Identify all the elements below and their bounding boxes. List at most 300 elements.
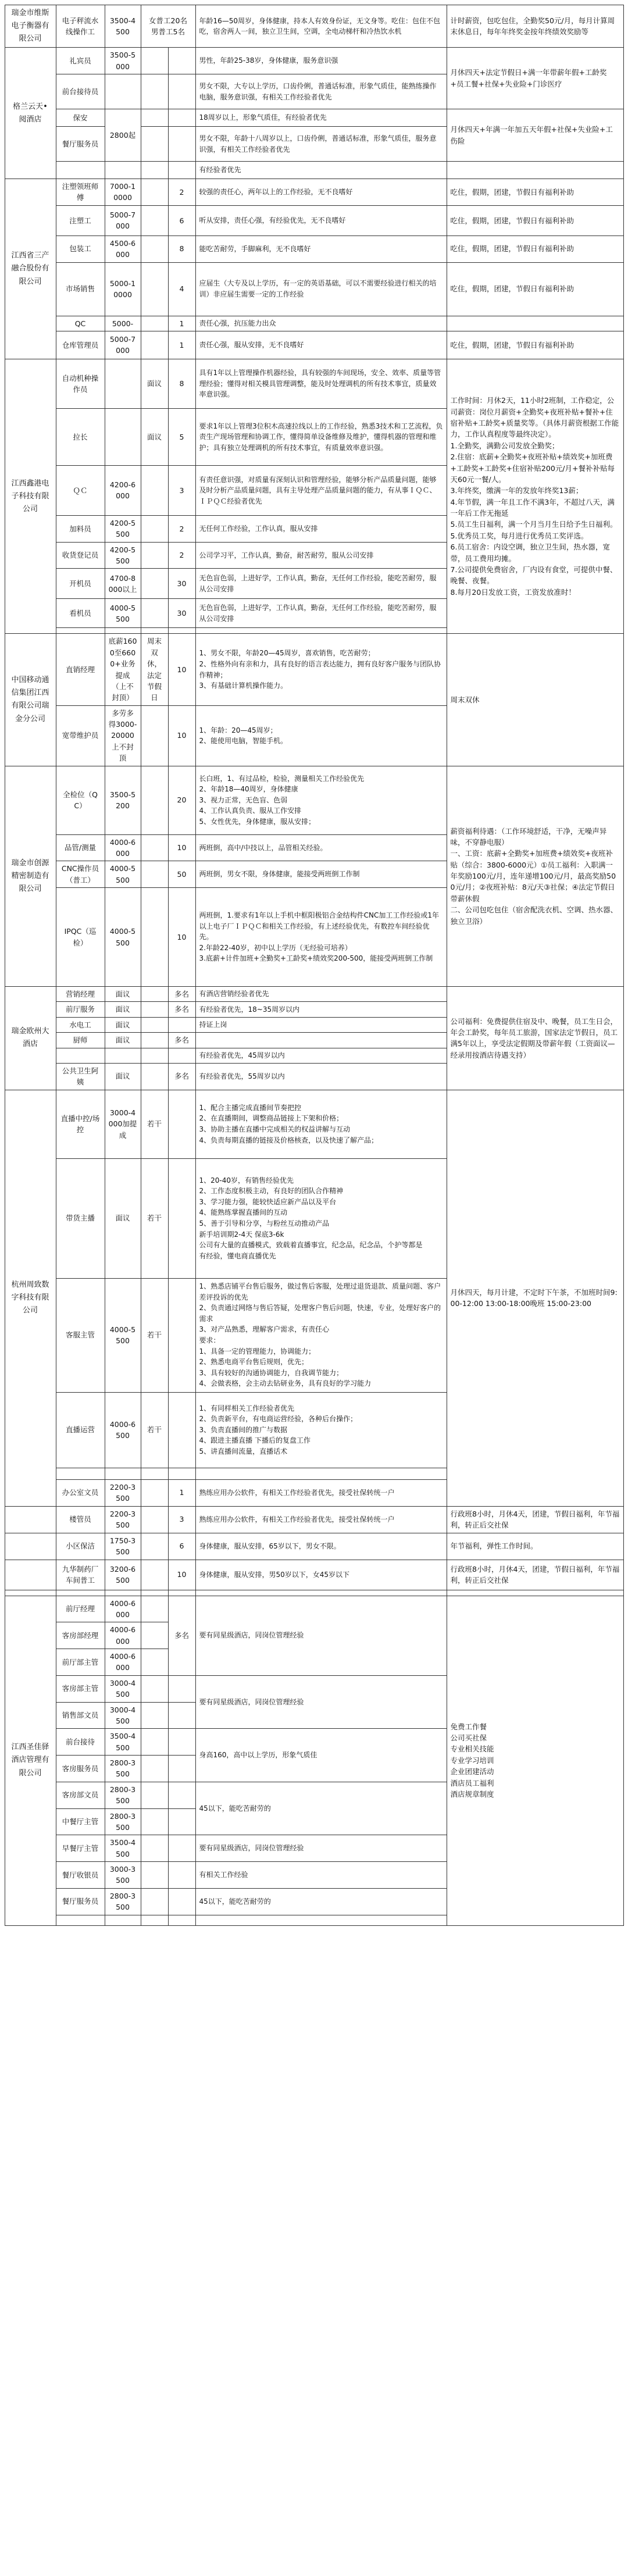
benefits (447, 1560, 623, 1590)
benefits-text: 吃住，假期，团建，节假日有福利补助 (450, 187, 575, 197)
headcount (168, 1002, 195, 1017)
job-requirements (195, 834, 447, 861)
salary-range-text: 面议 (115, 1005, 130, 1014)
position-name (56, 1063, 105, 1090)
benefits-text: 计时薪资，包吃包住，全勤奖50元/月，每月计算周末休息日，每年年终奖金按年终绩效奖励等 (450, 16, 615, 37)
position-name (56, 1033, 105, 1048)
position-name (56, 1090, 105, 1158)
headcount (168, 74, 195, 109)
position-name-text: 早餐厅主管 (62, 1843, 99, 1853)
hiring-type (141, 1675, 168, 1702)
job-requirements-text: 有经验者优先，55周岁以内 (199, 1072, 285, 1080)
position-name-text: 全检位（QC） (63, 790, 98, 811)
hiring-type (141, 634, 168, 705)
salary-range-text: 底薪1600至6600+业务提成（上不封顶） (108, 637, 137, 702)
benefits (447, 1090, 623, 1506)
position-name (56, 515, 105, 542)
company-name (5, 5, 56, 48)
position-name (56, 1468, 105, 1479)
table-row (5, 109, 623, 127)
salary-range (105, 515, 141, 542)
salary-range-text: 面议 (115, 1020, 130, 1029)
salary-range (105, 834, 141, 861)
job-requirements-text: 听从安排，责任心强，有经验优先，无不良嗜好 (199, 216, 346, 224)
salary-range-text: 3000-4000加提成 (108, 1108, 137, 1140)
hiring-type-text: 女普工20名 男普工5名 (149, 16, 187, 37)
headcount (168, 1017, 195, 1032)
salary-range-text: 7000-10000 (109, 182, 136, 202)
job-requirements-text: 无色盲色弱，上进好学，工作认真，勤奋，无任何工作经验，能吃苦耐劳，服从公司安排 (199, 574, 437, 593)
headcount (168, 359, 195, 408)
headcount-text: 4 (179, 284, 184, 294)
company-name-text: 瑞金欧州大酒店 (11, 1027, 49, 1049)
company-name (5, 179, 56, 359)
position-name (56, 1596, 105, 1622)
salary-range (105, 359, 141, 408)
hiring-type (141, 331, 168, 359)
table-row (5, 179, 623, 206)
position-name (56, 127, 105, 162)
salary-range (105, 1017, 141, 1032)
benefits-text: 月休四天+年满一年加五天年假+社保+失业险+工伤险 (450, 125, 613, 145)
headcount (168, 628, 195, 634)
headcount-text: 50 (177, 869, 187, 879)
headcount (168, 705, 195, 766)
hiring-type-text: 若干 (147, 1119, 162, 1129)
hiring-type (141, 1756, 168, 1782)
benefits-text: 行政班8小时，月休4天，团建，节假日福利，年节福利，转正后交社保 (450, 1564, 620, 1585)
position-name (56, 1675, 105, 1702)
benefits (447, 331, 623, 359)
salary-range (105, 1506, 141, 1533)
job-listing-body (5, 5, 623, 1926)
salary-range (105, 569, 141, 599)
position-name-text: 仓库管理员 (62, 340, 99, 349)
table-row (5, 1590, 623, 1596)
job-requirements (195, 1048, 447, 1063)
position-name (56, 1506, 105, 1533)
job-requirements-text: 身高160，高中以上学历，形象气质佳 (199, 1751, 317, 1760)
hiring-type (141, 834, 168, 861)
salary-range (105, 1533, 141, 1560)
position-name-text: 前厅服务 (65, 1005, 95, 1014)
job-requirements-text: 有相关工作经验 (199, 1871, 248, 1879)
headcount-text: 10 (177, 843, 187, 852)
job-requirements (195, 236, 447, 262)
job-requirements (195, 634, 447, 705)
position-name (56, 1782, 105, 1808)
position-name-text: 厨师 (73, 1036, 88, 1045)
job-requirements (195, 1090, 447, 1158)
position-name (56, 162, 105, 179)
job-requirements-text: 1、有同样相关工作经验者优先 2、负责新平台，有电商运营经验，各种后台操作； 3、负责直播间的推广与数据 4、跟进主播直播 下播后的复盘工作 5、讲直播间流量，直播话术 (199, 1404, 358, 1455)
job-requirements-text: 公司学习平，工作认真，勤奋，耐苦耐劳，服从公司安排 (199, 551, 374, 559)
hiring-type (141, 628, 168, 634)
company-name (5, 1560, 56, 1590)
salary-range (105, 634, 141, 705)
company-name (5, 1596, 56, 1925)
hiring-type-text: 若干 (147, 1214, 162, 1223)
position-name-text: 营销经理 (65, 990, 95, 999)
benefits (447, 359, 623, 634)
job-requirements (195, 1862, 447, 1889)
position-name-text: 销售部文员 (62, 1711, 99, 1720)
salary-range (105, 1278, 141, 1392)
job-requirements (195, 515, 447, 542)
hiring-type-text: 若干 (147, 1330, 162, 1340)
position-name (56, 465, 105, 515)
position-name (56, 1862, 105, 1889)
company-name (5, 766, 56, 987)
company-name (5, 48, 56, 179)
position-name-text: CNC操作员（普工） (61, 864, 99, 884)
salary-range (105, 1392, 141, 1468)
job-requirements (195, 359, 447, 408)
headcount (168, 179, 195, 206)
job-requirements-text: 身体健康，服从安排，65岁以下，男女不限。 (199, 1542, 341, 1550)
table-row (5, 205, 623, 236)
headcount (168, 569, 195, 599)
position-name-text: 宽带维护员 (62, 731, 99, 740)
salary-range (105, 1808, 141, 1835)
salary-range (105, 1063, 141, 1090)
salary-range (105, 1158, 141, 1278)
position-name-text: 直销经理 (65, 665, 95, 674)
benefits-text: 吃住，假期，团建，节假日有福利补助 (450, 340, 575, 349)
salary-range-text: 4200-6000 (109, 480, 136, 501)
position-name (56, 766, 105, 834)
salary-range-text: 3500-4500 (109, 16, 136, 37)
hiring-type-text: 面议 (147, 432, 162, 441)
hiring-type (141, 162, 168, 179)
benefits (447, 987, 623, 1090)
salary-range-text: 3500-4500 (109, 1838, 136, 1858)
salary-range-text: 4000-6000 (109, 837, 136, 858)
position-name-text: 楼管员 (69, 1515, 91, 1524)
headcount (168, 1479, 195, 1506)
position-name-text: 注塑领班师傅 (62, 182, 99, 202)
company-name (5, 987, 56, 1090)
position-name (56, 987, 105, 1002)
job-requirements-text: 要有同星级酒店，同岗位管理经验 (199, 1844, 304, 1853)
salary-range (105, 628, 141, 634)
company-name (5, 1590, 56, 1596)
headcount (168, 1596, 195, 1675)
position-name (56, 359, 105, 408)
position-name-text: 注塑工 (69, 216, 91, 225)
benefits (447, 205, 623, 236)
table-row (5, 316, 623, 331)
headcount (168, 1033, 195, 1048)
salary-range (105, 1729, 141, 1756)
job-requirements (195, 1888, 447, 1915)
benefits (447, 48, 623, 109)
job-requirements (195, 316, 447, 331)
job-requirements-text: 男性，年龄25-38岁，身体健康，服务意识强 (199, 56, 338, 65)
position-name-text: 开机员 (69, 579, 91, 588)
position-name-text: 公共卫生阿姨 (62, 1066, 99, 1087)
job-requirements (195, 766, 447, 834)
job-requirements-text: 无色盲色弱，上进好学，工作认真，勤奋，无任何工作经验，能吃苦耐劳，服从公司安排 (199, 604, 437, 623)
job-requirements (195, 1590, 447, 1596)
hiring-type (141, 705, 168, 766)
job-requirements-text: 有酒店营销经验者优先 (199, 990, 269, 998)
position-name (56, 408, 105, 465)
headcount (168, 48, 195, 74)
position-name (56, 1888, 105, 1915)
salary-range (105, 1915, 141, 1925)
hiring-type (141, 542, 168, 569)
position-name (56, 1649, 105, 1676)
job-requirements-text: 男女不限，大专以上学历，口齿伶俐，普通话标准，形象气质佳，能熟练操作电脑，服务意识强，有相关工作经验者优先 (199, 81, 437, 101)
headcount-text: 30 (177, 609, 187, 618)
job-requirements-text: 责任心强，服从安排，无不良嗜好 (199, 341, 304, 349)
job-requirements-text: 1、配合主播完成直播间节奏把控 2、在直播期间，调整商品链接上下架和价格； 3、协助主播在直播中完成相关的权益讲解与互动 4、负责每期直播的链接及价格核查，以及快速了解产品； (199, 1103, 379, 1144)
company-name-text: 杭州周致数字科技有限公司 (11, 1280, 49, 1315)
salary-range (105, 74, 141, 109)
salary-range-text: 2800起 (109, 130, 136, 140)
job-requirements-text: 18周岁以上，形象气质佳，有经验者优先 (199, 113, 327, 122)
salary-range (105, 766, 141, 834)
salary-range-text: 面议 (115, 1072, 130, 1081)
job-requirements (195, 1915, 447, 1925)
job-requirements (195, 127, 447, 162)
salary-range (105, 236, 141, 262)
salary-range-text: 2200-3500 (109, 1509, 136, 1530)
job-requirements (195, 1033, 447, 1048)
job-requirements-text: 1、20-40岁，有销售经验优先 2、工作态度积极主动，有良好的团队合作精神 3、学习能力强，能较快适应新产品以及平台 4、能熟练掌握直播间的互动 5、善于引导和分享，与粉丝互动推动产品 新手培训期2-4天 保底3-6k 公司有大量的直播模式，致载着直播事宜，纪念品，纪念品，个护等都是 有经验，懂电商直播优先 (199, 1176, 423, 1260)
salary-range (105, 179, 141, 206)
salary-range (105, 1702, 141, 1729)
salary-range (105, 1033, 141, 1048)
position-name-text: 客房部文员 (62, 1790, 99, 1800)
salary-range-text: 4000-5500 (109, 864, 136, 884)
job-requirements-text: 有责任意识强，对质量有深刻认识和管理经验，能够分析产品质量问题，能够及时分析产品质量问题，具有主导处理产品质量问题的能力，有从事ＩＱＣ、ＩＰＱＣ经验者优先 (199, 475, 437, 505)
job-requirements-text: 男女不限，年龄十八周岁以上，口齿伶俐，普通话标准，形象气质佳，服务意识强，有相关工作经验者优先 (199, 134, 437, 154)
salary-range (105, 5, 141, 48)
headcount (168, 262, 195, 316)
headcount-text: 8 (179, 244, 184, 254)
job-requirements (195, 5, 447, 48)
benefits (447, 5, 623, 48)
job-requirements (195, 179, 447, 206)
salary-range (105, 1756, 141, 1782)
salary-range-text: 4000-6500 (109, 1419, 136, 1440)
job-requirements-text: 45以下，能吃苦耐劳的 (199, 1897, 271, 1906)
hiring-type (141, 1888, 168, 1915)
position-name-text: 客房服务员 (62, 1764, 99, 1773)
headcount-text: 多名 (174, 1005, 189, 1014)
job-requirements (195, 205, 447, 236)
job-requirements (195, 888, 447, 987)
company-name-text: 中国移动通信集团江西有限公司瑞金分公司 (11, 676, 49, 723)
headcount (168, 1808, 195, 1835)
job-requirements (195, 465, 447, 515)
headcount-text: 多名 (174, 1072, 189, 1081)
headcount (168, 1506, 195, 1533)
salary-range (105, 1468, 141, 1479)
job-requirements-text: 45以下，能吃苦耐劳的 (199, 1804, 271, 1813)
company-name (5, 359, 56, 634)
job-requirements-text: 长白班，1、有过品检，检验，测量相关工作经验优先 2、年龄18—40周岁，身体健康 3、视力正常，无色盲、色弱 4、工作认真负责、服从工作安排 5、女性优先，身体健康，服从安排； (199, 774, 365, 826)
hiring-type (141, 127, 168, 162)
position-name-text: 前厅部主管 (62, 1657, 99, 1667)
headcount (168, 1862, 195, 1889)
salary-range (105, 705, 141, 766)
salary-range-text: 2800-3500 (109, 1758, 136, 1779)
job-requirements (195, 331, 447, 359)
table-row (5, 5, 623, 48)
salary-range-text: 5000-7000 (109, 335, 136, 355)
headcount (168, 1158, 195, 1278)
table-row (5, 1596, 623, 1622)
job-requirements (195, 1002, 447, 1017)
headcount-text: 5 (179, 432, 184, 441)
table-row (5, 359, 623, 408)
headcount (168, 1533, 195, 1560)
benefits-text: 工作时间：月休2天，11小时2班制，工作稳定，公司薪资：岗位月薪资+全勤奖+夜班补贴+餐补+住宿补贴+工龄奖+质量奖等。（具体月薪资根据工作能力，工作认真程度等最终决定）。 1.全勤奖，满勤公司发放全勤奖； 2.住宿：底薪+全勤奖+夜班补贴+绩效奖+加班费+工龄奖+工龄奖+住宿补贴200元/月+餐补补贴每天60元一餐/人。 3.年终奖，缴满一年的发放年终奖13薪； 4.年节假，满一年且工作不满3年，不超过八天，满一年后工作无拖延 5.员工生日福利，满一个月当月生日给予生日福利。 5.优秀员工奖，每月进行优秀员工奖评选。 6.员工宿舍：内设空调，独立卫生间，热水器，宽带，员工费用均摊。 7.公司提供免费宿舍，厂内设有食堂，可提供中餐、晚餐、夜餐。 8.每月20日发放工资，工资发放准时！ (450, 396, 619, 597)
position-name (56, 1479, 105, 1506)
table-row (5, 1560, 623, 1590)
headcount (168, 331, 195, 359)
position-name (56, 834, 105, 861)
hiring-type (141, 316, 168, 331)
benefits-text: 月休四天，每月计建，不定时下午茶，不加班时间9:00-12:00 13:00-18:00晚班 15:00-23:00 (450, 1287, 618, 1308)
position-name-text: 客服主管 (65, 1330, 95, 1340)
benefits (447, 1506, 623, 1533)
salary-range-text: 3000-4500 (109, 1678, 136, 1699)
company-name-text: 瑞金市创源精密制造有限公司 (11, 858, 49, 893)
hiring-type (141, 861, 168, 888)
job-requirements (195, 1479, 447, 1506)
company-name-text: 瑞金市维斯电子衡器有限公司 (11, 9, 49, 44)
position-name (56, 74, 105, 109)
salary-range (105, 465, 141, 515)
benefits (447, 1533, 623, 1560)
position-name-text: 直播中控/场控 (60, 1114, 100, 1134)
headcount (168, 766, 195, 834)
headcount (168, 408, 195, 465)
hiring-type (141, 888, 168, 987)
position-name (56, 1048, 105, 1063)
salary-range (105, 1835, 141, 1862)
position-name (56, 236, 105, 262)
headcount (168, 127, 195, 162)
headcount (168, 634, 195, 705)
hiring-type (141, 1915, 168, 1925)
salary-range (105, 1479, 141, 1506)
salary-range-text: 2800-3500 (109, 1785, 136, 1806)
table-row (5, 162, 623, 179)
headcount (168, 1468, 195, 1479)
headcount (168, 1560, 195, 1590)
salary-range-text: 5000- (112, 319, 134, 328)
salary-range-text: 面议 (115, 1214, 130, 1223)
job-requirements-text: 较强的责任心，两年以上的工作经验，无不良嗜好 (199, 188, 353, 197)
company-name (5, 1090, 56, 1506)
job-requirements (195, 162, 447, 179)
company-name-text: 格兰云天•阅酒店 (13, 102, 48, 124)
benefits (447, 179, 623, 206)
salary-range-text: 2800-3500 (109, 1811, 136, 1832)
salary-range-text: 4000-5500 (109, 1325, 136, 1346)
salary-range (105, 162, 141, 179)
hiring-type-text: 周末双休，法定节假日 (147, 637, 162, 702)
salary-range-text: 4000-5500 (109, 927, 136, 947)
headcount (168, 1063, 195, 1090)
headcount-text: 多名 (174, 1036, 189, 1045)
headcount-text: 10 (177, 665, 187, 674)
position-name (56, 1158, 105, 1278)
hiring-type (141, 1729, 168, 1756)
job-requirements (195, 987, 447, 1002)
headcount-text: 10 (177, 731, 187, 740)
salary-range (105, 599, 141, 628)
job-requirements (195, 861, 447, 888)
hiring-type (141, 179, 168, 206)
salary-range-text: 3500-5200 (109, 790, 136, 811)
table-row (5, 1506, 623, 1533)
job-requirements (195, 48, 447, 74)
headcount-text: 2 (179, 187, 184, 197)
salary-range-text: 4000-6000 (109, 1652, 136, 1672)
position-name (56, 1756, 105, 1782)
position-name (56, 262, 105, 316)
position-name-text: 市场销售 (65, 284, 95, 294)
headcount (168, 542, 195, 569)
headcount (168, 1392, 195, 1468)
salary-range-text: 3500-4500 (109, 1732, 136, 1752)
position-name-text: 收货登记员 (62, 551, 99, 560)
job-requirements-text: 熟练应用办公软件，有相关工作经验者优先，接受社保转统一户 (199, 1515, 395, 1524)
headcount (168, 1729, 195, 1756)
headcount (168, 465, 195, 515)
job-requirements-text: 应届生（大专及以上学历，有一定的英语基础，可以不需要经验进行相关的培训）非应届生需要一定的工作经验 (199, 279, 437, 299)
job-requirements (195, 1560, 447, 1590)
salary-range-text: 4000-6000 (109, 1599, 136, 1619)
benefits (447, 634, 623, 766)
salary-range (105, 1002, 141, 1017)
hiring-type (141, 359, 168, 408)
job-requirements-text: 两班倒，男女不限，身体健康，能接受两班倒工作制 (199, 870, 360, 879)
benefits (447, 1596, 623, 1925)
job-requirements (195, 1468, 447, 1479)
salary-range (105, 262, 141, 316)
position-name (56, 1590, 105, 1596)
position-name (56, 1622, 105, 1649)
position-name (56, 205, 105, 236)
position-name (56, 1729, 105, 1756)
company-name (5, 1506, 56, 1533)
job-requirements-text: 有经验者优先，45周岁以内 (199, 1051, 285, 1059)
benefits (447, 1590, 623, 1596)
headcount (168, 109, 195, 127)
position-name (56, 331, 105, 359)
headcount (168, 1756, 195, 1782)
job-requirements (195, 1596, 447, 1675)
salary-range-text: 4500-6000 (109, 238, 136, 259)
job-requirements-text: 有经验者优先 (199, 166, 241, 174)
salary-range (105, 861, 141, 888)
salary-range (105, 205, 141, 236)
benefits-text: 吃住，假期，团建，节假日有福利补助 (450, 284, 575, 294)
position-name-text: 客房部主管 (62, 1684, 99, 1693)
position-name-text: 带货主播 (65, 1214, 95, 1223)
hiring-type (141, 1590, 168, 1596)
hiring-type (141, 1835, 168, 1862)
headcount-text: 6 (179, 1542, 184, 1551)
table-row (5, 1090, 623, 1158)
